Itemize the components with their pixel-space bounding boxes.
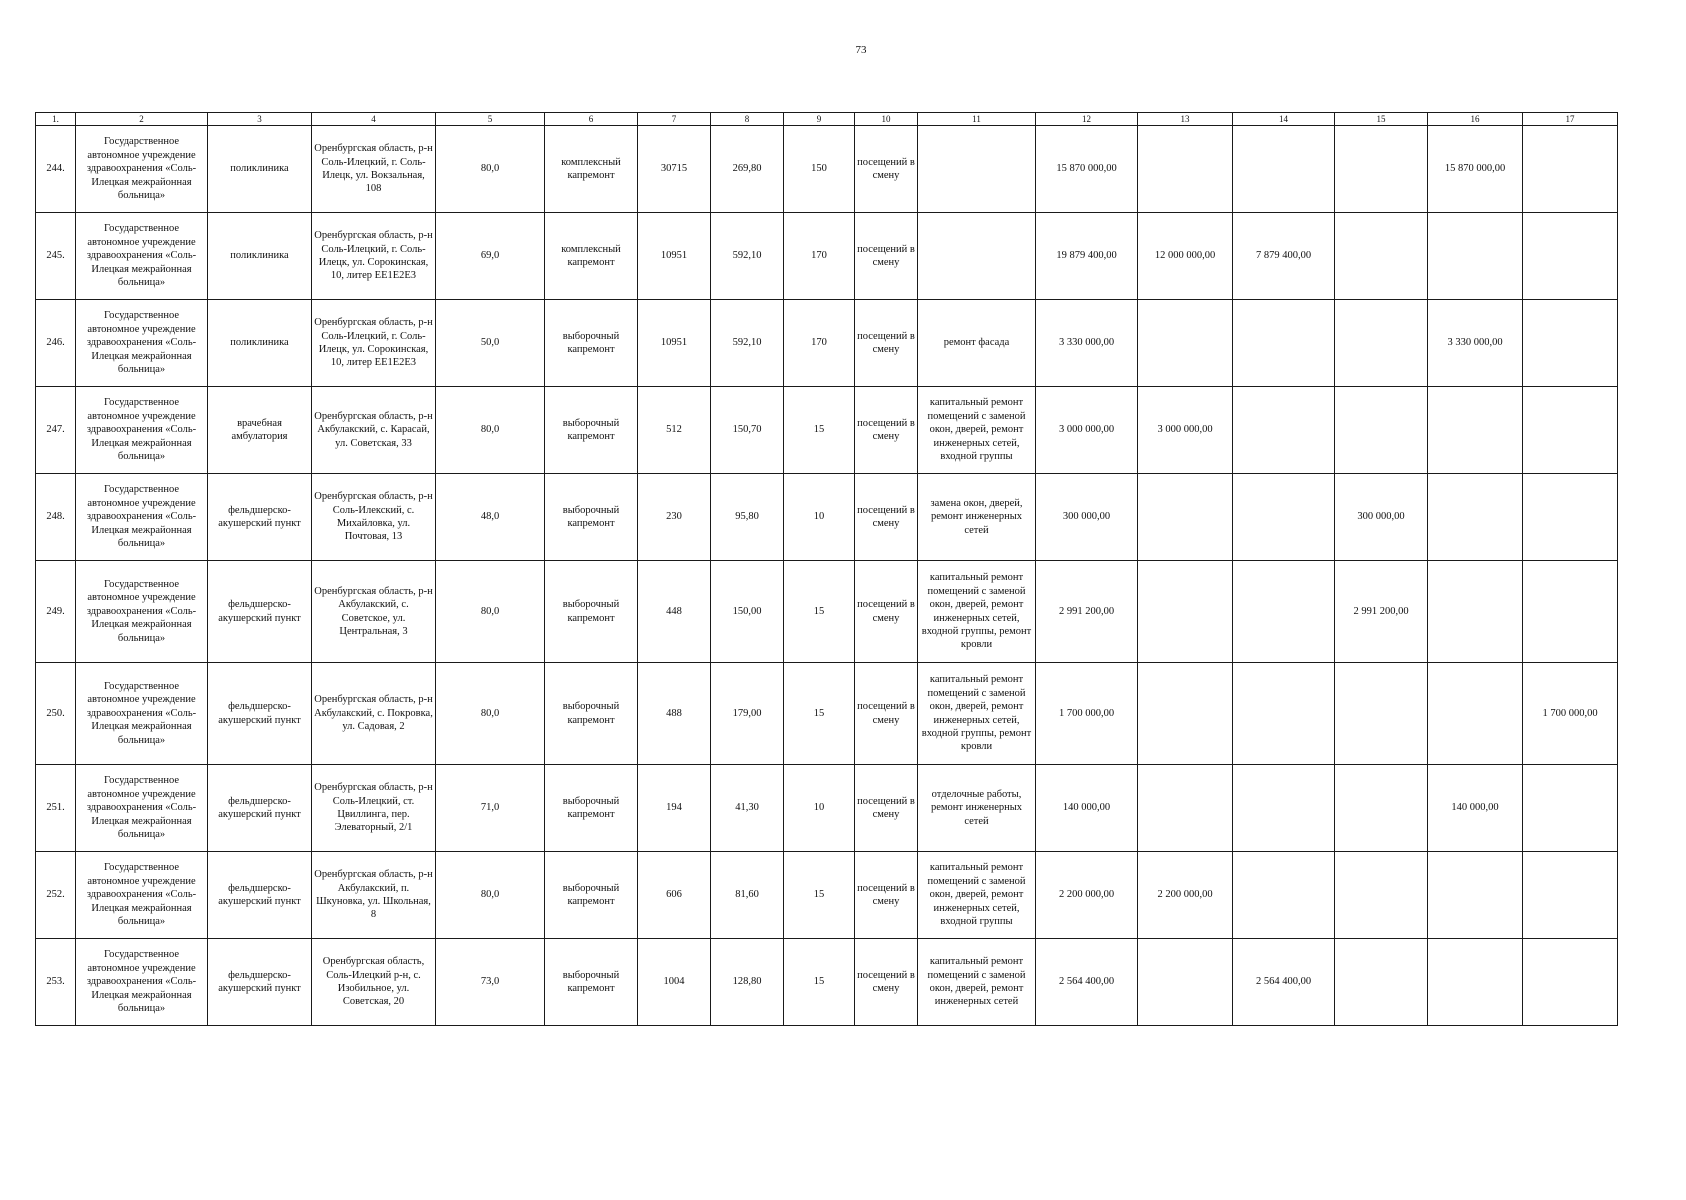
cost-column-16 — [1428, 939, 1523, 1026]
repair-type: выборочный капремонт — [545, 663, 638, 765]
facility-type: фельдшерско-акушерский пункт — [208, 663, 312, 765]
works-description: капитальный ремонт помещений с заменой окон, дверей, ремонт инженерных сетей, входной группы — [918, 852, 1036, 939]
column-8-value: 41,30 — [711, 765, 784, 852]
column-7-value: 1004 — [638, 939, 711, 1026]
works-description: капитальный ремонт помещений с заменой окон, дверей, ремонт инженерных сетей, входной группы, ремонт кровли — [918, 561, 1036, 663]
capacity-value: 150 — [784, 126, 855, 213]
cost-column-16 — [1428, 561, 1523, 663]
cost-column-17 — [1523, 300, 1618, 387]
capacity-unit: посещений в смену — [855, 765, 918, 852]
cost-column-14 — [1233, 300, 1335, 387]
cost-column-15 — [1335, 939, 1428, 1026]
row-number: 246. — [36, 300, 76, 387]
total-cost: 2 991 200,00 — [1036, 561, 1138, 663]
table-row — [36, 939, 1618, 1026]
works-description: капитальный ремонт помещений с заменой окон, дверей, ремонт инженерных сетей, входной группы, ремонт кровли — [918, 663, 1036, 765]
capacity-value: 170 — [784, 300, 855, 387]
facility-address: Оренбургская область, Соль-Илецкий р-н, с. Изобильное, ул. Советская, 20 — [312, 939, 436, 1026]
facility-type: фельдшерско-акушерский пункт — [208, 852, 312, 939]
cost-column-16: 15 870 000,00 — [1428, 126, 1523, 213]
institution-name: Государственное автономное учреждение здравоохранения «Соль-Илецкая межрайонная больница» — [76, 765, 208, 852]
table-row — [36, 213, 1618, 300]
column-number-cell: 15 — [1335, 113, 1428, 126]
column-8-value: 179,00 — [711, 663, 784, 765]
cost-column-17 — [1523, 387, 1618, 474]
capacity-value: 10 — [784, 474, 855, 561]
row-number: 247. — [36, 387, 76, 474]
institution-name: Государственное автономное учреждение здравоохранения «Соль-Илецкая межрайонная больница» — [76, 852, 208, 939]
repair-type: комплексный капремонт — [545, 213, 638, 300]
works-description — [918, 126, 1036, 213]
cost-column-17: 1 700 000,00 — [1523, 663, 1618, 765]
cost-column-13 — [1138, 561, 1233, 663]
facility-type: фельдшерско-акушерский пункт — [208, 474, 312, 561]
cost-column-13 — [1138, 765, 1233, 852]
column-5-value: 80,0 — [436, 387, 545, 474]
facility-address: Оренбургская область, р-н Соль-Илецкий, г. Соль-Илецк, ул. Сорокинская, 10, литер ЕЕ1Е2Е3 — [312, 213, 436, 300]
facility-address: Оренбургская область, р-н Акбулакский, с. Карасай, ул. Советская, 33 — [312, 387, 436, 474]
cost-column-13: 2 200 000,00 — [1138, 852, 1233, 939]
capacity-unit: посещений в смену — [855, 939, 918, 1026]
total-cost: 3 330 000,00 — [1036, 300, 1138, 387]
column-5-value: 80,0 — [436, 852, 545, 939]
cost-column-16 — [1428, 213, 1523, 300]
cost-column-17 — [1523, 765, 1618, 852]
cost-column-16 — [1428, 852, 1523, 939]
column-7-value: 512 — [638, 387, 711, 474]
capacity-unit: посещений в смену — [855, 213, 918, 300]
table-row — [36, 852, 1618, 939]
cost-column-14 — [1233, 474, 1335, 561]
cost-column-14: 7 879 400,00 — [1233, 213, 1335, 300]
facility-address: Оренбургская область, р-н Акбулакский, с. Покровка, ул. Садовая, 2 — [312, 663, 436, 765]
cost-column-16 — [1428, 474, 1523, 561]
column-number-row — [36, 113, 1618, 126]
column-5-value: 80,0 — [436, 126, 545, 213]
capital-repair-table — [35, 112, 1618, 1026]
column-5-value: 80,0 — [436, 561, 545, 663]
cost-column-14 — [1233, 765, 1335, 852]
facility-type: фельдшерско-акушерский пункт — [208, 561, 312, 663]
column-8-value: 150,70 — [711, 387, 784, 474]
cost-column-15 — [1335, 765, 1428, 852]
cost-column-15: 300 000,00 — [1335, 474, 1428, 561]
cost-column-17 — [1523, 126, 1618, 213]
cost-column-13 — [1138, 126, 1233, 213]
cost-column-17 — [1523, 561, 1618, 663]
total-cost: 15 870 000,00 — [1036, 126, 1138, 213]
capacity-unit: посещений в смену — [855, 300, 918, 387]
cost-column-14 — [1233, 387, 1335, 474]
capacity-value: 15 — [784, 561, 855, 663]
column-number-cell: 2 — [76, 113, 208, 126]
row-number: 253. — [36, 939, 76, 1026]
cost-column-15 — [1335, 213, 1428, 300]
institution-name: Государственное автономное учреждение здравоохранения «Соль-Илецкая межрайонная больница» — [76, 300, 208, 387]
cost-column-13 — [1138, 300, 1233, 387]
column-number-cell: 10 — [855, 113, 918, 126]
column-5-value: 80,0 — [436, 663, 545, 765]
column-number-cell: 4 — [312, 113, 436, 126]
cost-column-15 — [1335, 300, 1428, 387]
column-number-cell: 7 — [638, 113, 711, 126]
column-8-value: 592,10 — [711, 213, 784, 300]
cost-column-13 — [1138, 663, 1233, 765]
cost-column-14 — [1233, 663, 1335, 765]
cost-column-13: 3 000 000,00 — [1138, 387, 1233, 474]
capacity-unit: посещений в смену — [855, 561, 918, 663]
column-7-value: 30715 — [638, 126, 711, 213]
capacity-value: 170 — [784, 213, 855, 300]
facility-address: Оренбургская область, р-н Соль-Илекский, с. Михайловка, ул. Почтовая, 13 — [312, 474, 436, 561]
facility-address: Оренбургская область, р-н Акбулакский, п. Шкуновка, ул. Школьная, 8 — [312, 852, 436, 939]
column-8-value: 95,80 — [711, 474, 784, 561]
cost-column-15 — [1335, 852, 1428, 939]
capacity-unit: посещений в смену — [855, 474, 918, 561]
column-5-value: 69,0 — [436, 213, 545, 300]
column-number-cell: 11 — [918, 113, 1036, 126]
cost-column-14 — [1233, 126, 1335, 213]
column-5-value: 48,0 — [436, 474, 545, 561]
institution-name: Государственное автономное учреждение здравоохранения «Соль-Илецкая межрайонная больница» — [76, 213, 208, 300]
cost-column-13 — [1138, 939, 1233, 1026]
facility-type: фельдшерско-акушерский пункт — [208, 939, 312, 1026]
institution-name: Государственное автономное учреждение здравоохранения «Соль-Илецкая межрайонная больница» — [76, 387, 208, 474]
cost-column-15: 2 991 200,00 — [1335, 561, 1428, 663]
total-cost: 2 200 000,00 — [1036, 852, 1138, 939]
table-row — [36, 126, 1618, 213]
column-number-cell: 3 — [208, 113, 312, 126]
capacity-unit: посещений в смену — [855, 387, 918, 474]
institution-name: Государственное автономное учреждение здравоохранения «Соль-Илецкая межрайонная больница» — [76, 939, 208, 1026]
cost-column-16 — [1428, 387, 1523, 474]
cost-column-16: 3 330 000,00 — [1428, 300, 1523, 387]
institution-name: Государственное автономное учреждение здравоохранения «Соль-Илецкая межрайонная больница» — [76, 474, 208, 561]
total-cost: 19 879 400,00 — [1036, 213, 1138, 300]
column-7-value: 448 — [638, 561, 711, 663]
cost-column-15 — [1335, 663, 1428, 765]
repair-type: выборочный капремонт — [545, 387, 638, 474]
column-number-cell: 12 — [1036, 113, 1138, 126]
column-7-value: 488 — [638, 663, 711, 765]
facility-address: Оренбургская область, р-н Акбулакский, с. Советское, ул. Центральная, 3 — [312, 561, 436, 663]
column-8-value: 269,80 — [711, 126, 784, 213]
page-number: 73 — [855, 44, 867, 56]
repair-type: выборочный капремонт — [545, 561, 638, 663]
table-row — [36, 474, 1618, 561]
row-number: 244. — [36, 126, 76, 213]
column-number-cell: 16 — [1428, 113, 1523, 126]
capacity-unit: посещений в смену — [855, 852, 918, 939]
column-7-value: 606 — [638, 852, 711, 939]
cost-column-15 — [1335, 126, 1428, 213]
row-number: 245. — [36, 213, 76, 300]
column-5-value: 73,0 — [436, 939, 545, 1026]
column-number-cell: 5 — [436, 113, 545, 126]
facility-address: Оренбургская область, р-н Соль-Илецкий, г. Соль-Илецк, ул. Вокзальная, 108 — [312, 126, 436, 213]
works-description — [918, 213, 1036, 300]
row-number: 251. — [36, 765, 76, 852]
column-number-cell: 8 — [711, 113, 784, 126]
total-cost: 140 000,00 — [1036, 765, 1138, 852]
cost-column-17 — [1523, 213, 1618, 300]
repair-type: выборочный капремонт — [545, 939, 638, 1026]
cost-column-13 — [1138, 474, 1233, 561]
works-description: замена окон, дверей, ремонт инженерных сетей — [918, 474, 1036, 561]
institution-name: Государственное автономное учреждение здравоохранения «Соль-Илецкая межрайонная больница» — [76, 663, 208, 765]
table-row — [36, 765, 1618, 852]
column-number-cell: 6 — [545, 113, 638, 126]
row-number: 250. — [36, 663, 76, 765]
cost-column-14 — [1233, 561, 1335, 663]
facility-type: врачебная амбулатория — [208, 387, 312, 474]
column-number-cell: 13 — [1138, 113, 1233, 126]
capacity-value: 10 — [784, 765, 855, 852]
repair-type: выборочный капремонт — [545, 852, 638, 939]
facility-address: Оренбургская область, р-н Соль-Илецкий, ст. Цвиллинга, пер. Элеваторный, 2/1 — [312, 765, 436, 852]
capacity-value: 15 — [784, 387, 855, 474]
column-number-cell: 17 — [1523, 113, 1618, 126]
cost-column-15 — [1335, 387, 1428, 474]
total-cost: 1 700 000,00 — [1036, 663, 1138, 765]
column-8-value: 81,60 — [711, 852, 784, 939]
total-cost: 300 000,00 — [1036, 474, 1138, 561]
repair-type: выборочный капремонт — [545, 300, 638, 387]
facility-type: поликлиника — [208, 300, 312, 387]
repair-type: выборочный капремонт — [545, 474, 638, 561]
institution-name: Государственное автономное учреждение здравоохранения «Соль-Илецкая межрайонная больница» — [76, 561, 208, 663]
cost-column-13: 12 000 000,00 — [1138, 213, 1233, 300]
works-description: отделочные работы, ремонт инженерных сетей — [918, 765, 1036, 852]
facility-type: фельдшерско-акушерский пункт — [208, 765, 312, 852]
capacity-value: 15 — [784, 939, 855, 1026]
column-7-value: 10951 — [638, 300, 711, 387]
row-number: 252. — [36, 852, 76, 939]
column-7-value: 10951 — [638, 213, 711, 300]
facility-type: поликлиника — [208, 213, 312, 300]
table-row — [36, 663, 1618, 765]
institution-name: Государственное автономное учреждение здравоохранения «Соль-Илецкая межрайонная больница» — [76, 126, 208, 213]
capacity-unit: посещений в смену — [855, 126, 918, 213]
column-number-cell: 1. — [36, 113, 76, 126]
row-number: 249. — [36, 561, 76, 663]
cost-column-17 — [1523, 474, 1618, 561]
cost-column-14 — [1233, 852, 1335, 939]
column-7-value: 230 — [638, 474, 711, 561]
works-description: капитальный ремонт помещений с заменой окон, дверей, ремонт инженерных сетей, входной группы — [918, 387, 1036, 474]
column-8-value: 592,10 — [711, 300, 784, 387]
capacity-value: 15 — [784, 852, 855, 939]
cost-column-17 — [1523, 939, 1618, 1026]
cost-column-16 — [1428, 663, 1523, 765]
cost-column-16: 140 000,00 — [1428, 765, 1523, 852]
facility-address: Оренбургская область, р-н Соль-Илецкий, г. Соль-Илецк, ул. Сорокинская, 10, литер ЕЕ1Е2Е3 — [312, 300, 436, 387]
total-cost: 3 000 000,00 — [1036, 387, 1138, 474]
cost-column-17 — [1523, 852, 1618, 939]
total-cost: 2 564 400,00 — [1036, 939, 1138, 1026]
works-description: капитальный ремонт помещений с заменой окон, дверей, ремонт инженерных сетей — [918, 939, 1036, 1026]
capacity-value: 15 — [784, 663, 855, 765]
column-number-cell: 9 — [784, 113, 855, 126]
column-8-value: 150,00 — [711, 561, 784, 663]
column-8-value: 128,80 — [711, 939, 784, 1026]
repair-type: выборочный капремонт — [545, 765, 638, 852]
column-5-value: 71,0 — [436, 765, 545, 852]
column-5-value: 50,0 — [436, 300, 545, 387]
facility-type: поликлиника — [208, 126, 312, 213]
row-number: 248. — [36, 474, 76, 561]
column-number-cell: 14 — [1233, 113, 1335, 126]
column-7-value: 194 — [638, 765, 711, 852]
table-row — [36, 387, 1618, 474]
repair-type: комплексный капремонт — [545, 126, 638, 213]
cost-column-14: 2 564 400,00 — [1233, 939, 1335, 1026]
table-row — [36, 561, 1618, 663]
works-description: ремонт фасада — [918, 300, 1036, 387]
table-row — [36, 300, 1618, 387]
capacity-unit: посещений в смену — [855, 663, 918, 765]
